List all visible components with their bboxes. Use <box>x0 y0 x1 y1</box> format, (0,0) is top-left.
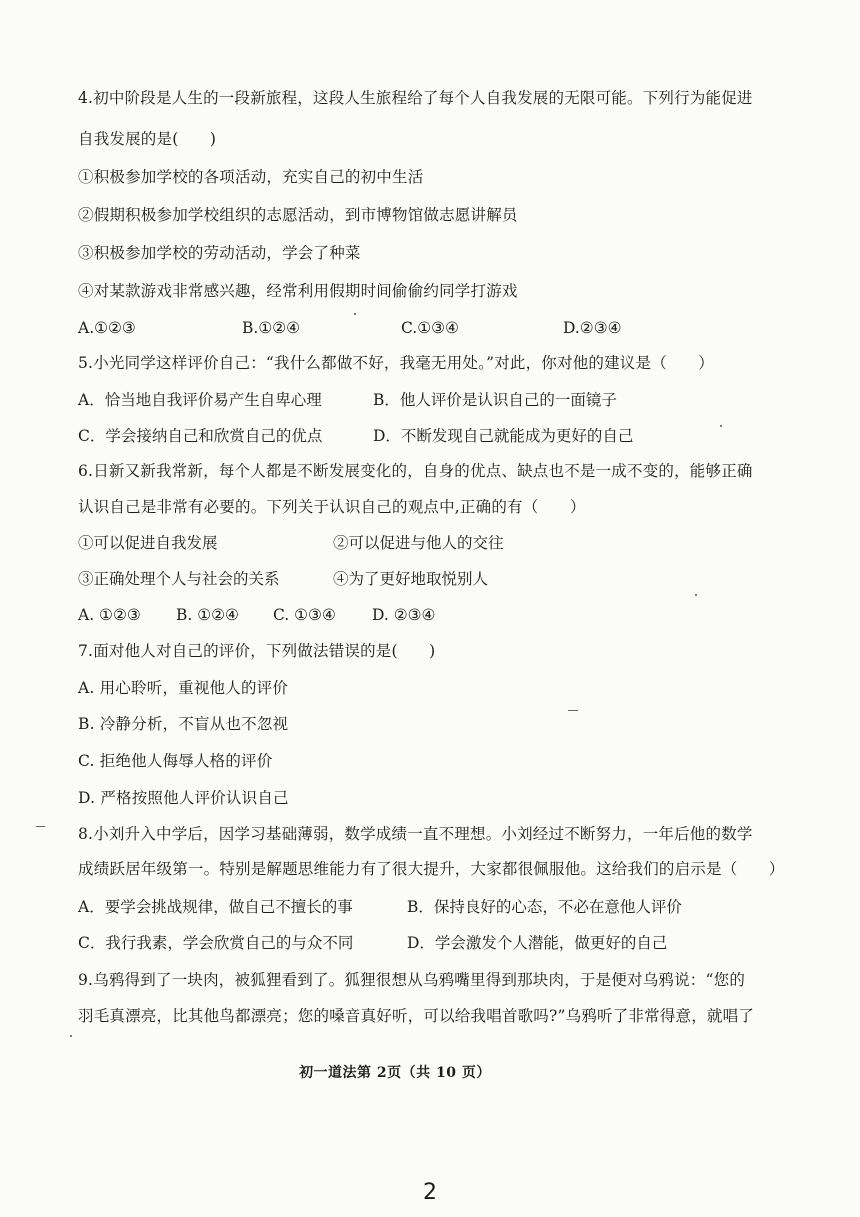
page-footer: 初一道法第 2页（共 10 页） <box>299 1065 491 1081</box>
q7-stem: 7.面对他人对自己的评价，下列做法错误的是( ) <box>78 642 436 660</box>
q6-item-3: ③正确处理个人与社会的关系 <box>78 570 280 588</box>
q4-stem-line1: 4.初中阶段是人生的一段新旅程，这段人生旅程给了每个人自我发展的无限可能。下列行为能促进 <box>78 89 753 107</box>
q8-option-a: A．要学会挑战规律，做自己不擅长的事 <box>78 898 353 916</box>
q7-option-d: D. 严格按照他人评价认识自己 <box>78 789 289 807</box>
q6-option-c: C. ①③④ <box>273 606 336 624</box>
q6-item-2: ②可以促进与他人的交往 <box>333 534 504 552</box>
q4-option-d: D.②③④ <box>563 319 622 337</box>
q4-item-2: ②假期积极参加学校组织的志愿活动，到市博物馆做志愿讲解员 <box>78 206 518 224</box>
page-number: 2 <box>423 1180 437 1205</box>
q5-stem: 5.小光同学这样评价自己：“我什么都做不好，我毫无用处。”对此，你对他的建议是（ ） <box>78 354 714 372</box>
scan-speck <box>720 425 722 427</box>
q7-option-b: B. 冷静分析，不盲从也不忽视 <box>78 715 289 733</box>
q6-option-b: B. ①②④ <box>176 606 239 624</box>
q8-option-c: C．我行我素，学会欣赏自己的与众不同 <box>78 934 354 952</box>
q5-option-d: D．不断发现自己就能成为更好的自己 <box>373 427 634 445</box>
q4-item-3: ③积极参加学校的劳动活动，学会了种菜 <box>78 244 361 262</box>
q4-option-b: B.①②④ <box>242 319 301 337</box>
scan-mark <box>36 826 45 827</box>
q8-stem-line1: 8.小刘升入中学后，因学习基础薄弱，数学成绩一直不理想。小刘经过不断努力，一年后他的数学 <box>78 825 753 843</box>
scan-speck <box>354 313 356 315</box>
q7-option-a: A. 用心聆听，重视他人的评价 <box>78 679 289 697</box>
q9-stem-line2: 羽毛真漂亮，比其他鸟都漂亮；您的嗓音真好听，可以给我唱首歌吗?”乌鸦听了非常得意，就唱了 <box>78 1007 755 1025</box>
q9-stem-line1: 9.乌鸦得到了一块肉，被狐狸看到了。狐狸很想从乌鸦嘴里得到那块肉，于是便对乌鸦说：“您的 <box>78 971 746 989</box>
q7-option-c: C. 拒绝他人侮辱人格的评价 <box>78 752 273 770</box>
q6-item-4: ④为了更好地取悦别人 <box>333 570 489 588</box>
q4-stem-line2: 自我发展的是( ) <box>78 130 217 148</box>
q8-stem-line2: 成绩跃居年级第一。特别是解题思维能力有了很大提升，大家都很佩服他。这给我们的启示是（ ） <box>78 860 785 878</box>
scan-mark <box>568 710 578 711</box>
scan-speck <box>695 594 697 596</box>
q6-option-a: A. ①②③ <box>78 606 141 624</box>
q8-option-b: B．保持良好的心态，不必在意他人评价 <box>407 898 682 916</box>
q5-option-a: A．恰当地自我评价易产生自卑心理 <box>78 391 322 409</box>
q5-option-c: C．学会接纳自己和欣赏自己的优点 <box>78 427 323 445</box>
q6-stem-line2: 认识自己是非常有必要的。下列关于认识自己的观点中,正确的有（ ） <box>78 498 586 516</box>
scan-speck <box>70 1035 72 1037</box>
q5-option-b: B．他人评价是认识自己的一面镜子 <box>373 391 617 409</box>
q4-option-a: A.①②③ <box>78 319 136 337</box>
q4-option-c: C.①③④ <box>401 319 459 337</box>
q6-item-1: ①可以促进自我发展 <box>78 534 218 552</box>
q6-option-d: D. ②③④ <box>372 606 436 624</box>
q4-item-4: ④对某款游戏非常感兴趣，经常利用假期时间偷偷约同学打游戏 <box>78 282 518 300</box>
q6-stem-line1: 6.日新又新我常新，每个人都是不断发展变化的，自身的优点、缺点也不是一成不变的，能够正确 <box>78 462 753 480</box>
q4-item-1: ①积极参加学校的各项活动，充实自己的初中生活 <box>78 168 424 186</box>
q8-option-d: D．学会激发个人潜能，做更好的自己 <box>407 934 668 952</box>
